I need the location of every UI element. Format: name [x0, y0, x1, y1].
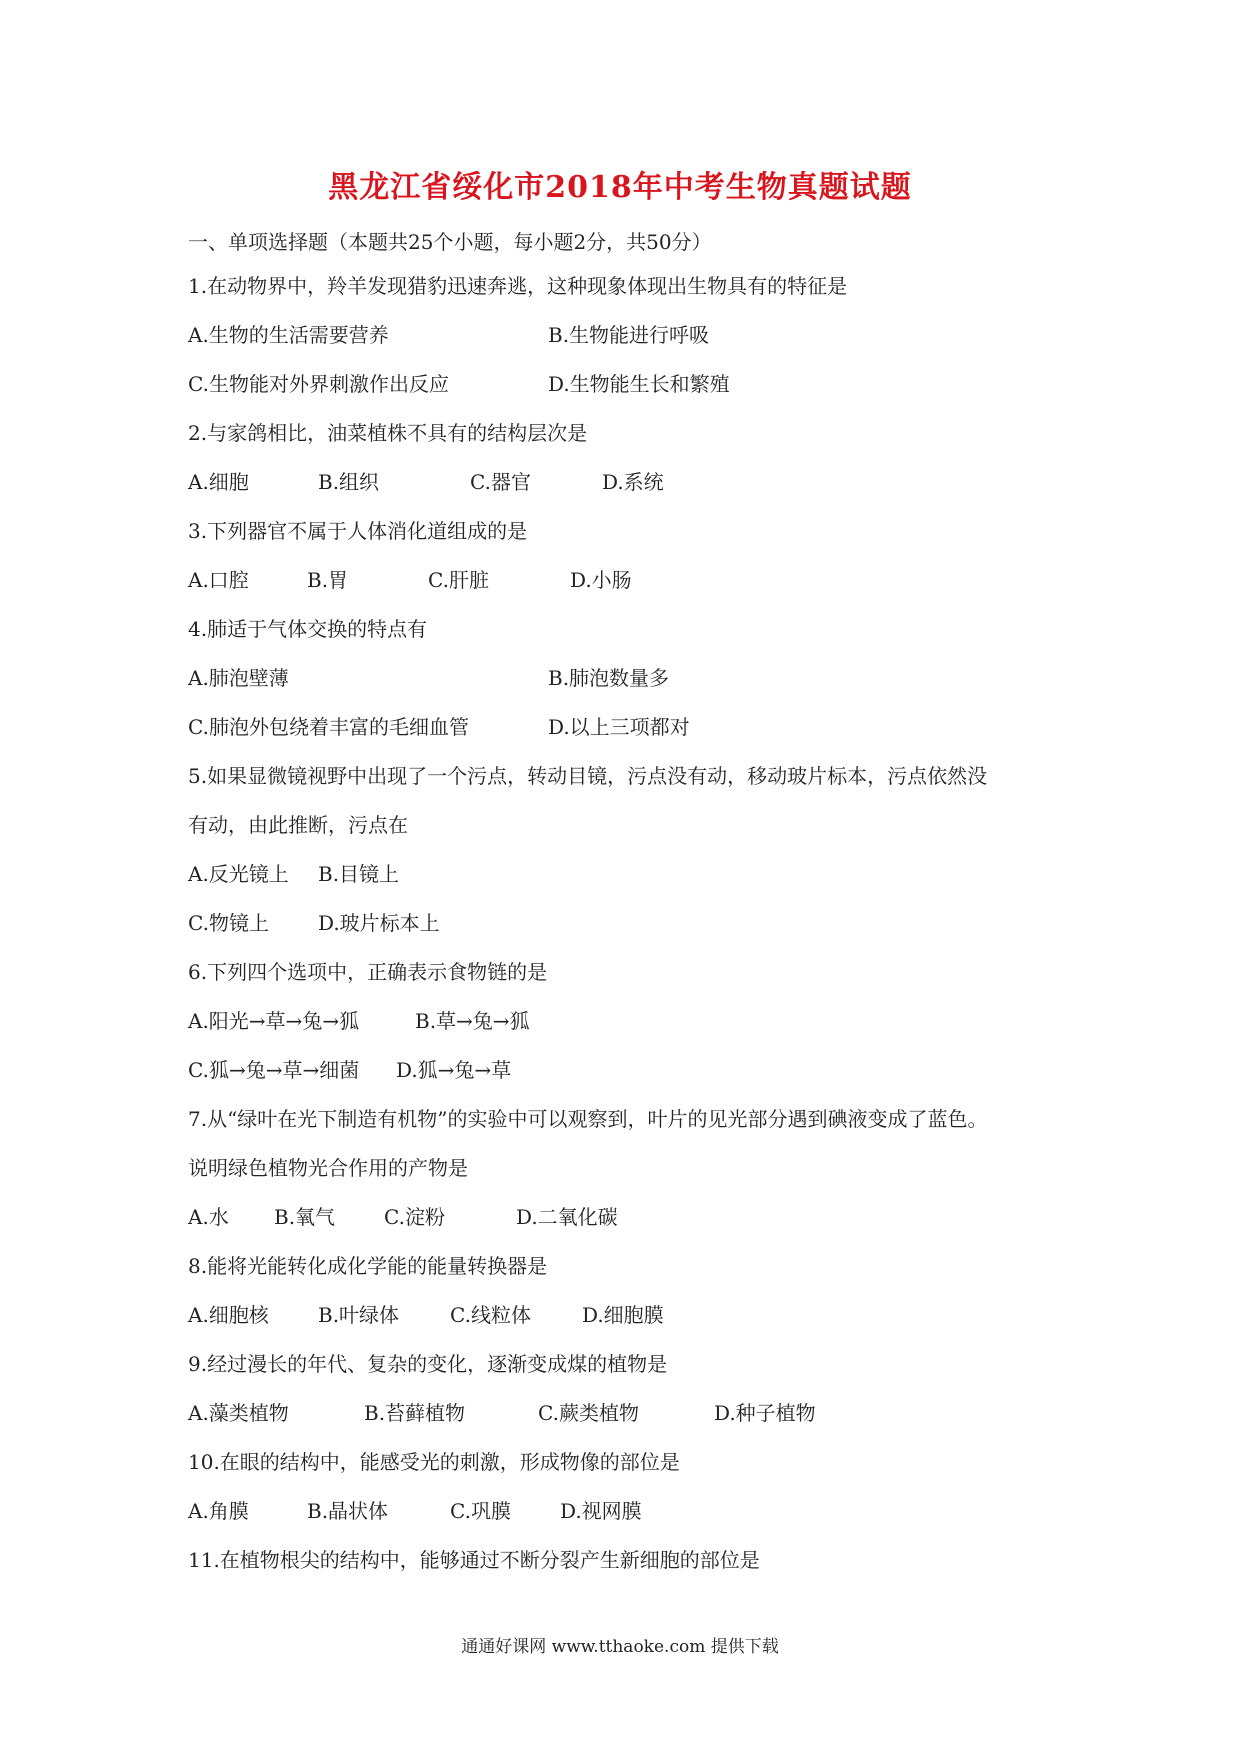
q1-option-c: C.生物能对外界刺激作出反应	[188, 372, 449, 396]
q2-option-a: A.细胞	[188, 470, 249, 494]
q8-option-d: D.细胞膜	[582, 1303, 664, 1327]
q9-option-d: D.种子植物	[714, 1401, 816, 1425]
q4-option-b: B.肺泡数量多	[548, 666, 670, 690]
question-5-stem-cont: 有动，由此推断，污点在	[188, 813, 408, 837]
question-2-stem: 2.与家鸽相比，油菜植株不具有的结构层次是	[188, 421, 588, 445]
q9-option-a: A.藻类植物	[188, 1401, 289, 1425]
q2-option-b: B.组织	[318, 470, 380, 494]
q6-option-d: D.狐→兔→草	[396, 1058, 512, 1082]
q3-option-c: C.肝脏	[428, 568, 489, 592]
q1-option-b: B.生物能进行呼吸	[548, 323, 710, 347]
question-5-stem: 5.如果显微镜视野中出现了一个污点，转动目镜，污点没有动，移动玻片标本，污点依然没	[188, 764, 988, 788]
q8-option-b: B.叶绿体	[318, 1303, 400, 1327]
question-7-stem-cont: 说明绿色植物光合作用的产物是	[188, 1156, 468, 1180]
page-footer: 通通好课网 www.tthaoke.com 提供下载	[461, 1637, 779, 1657]
q9-option-c: C.蕨类植物	[538, 1401, 639, 1425]
q5-option-b: B.目镜上	[318, 862, 400, 886]
q10-option-a: A.角膜	[188, 1499, 249, 1523]
q7-option-a: A.水	[188, 1205, 229, 1229]
question-1-stem: 1.在动物界中，羚羊发现猎豹迅速奔逃，这种现象体现出生物具有的特征是	[188, 274, 848, 298]
document-title: 黑龙江省绥化市2018年中考生物真题试题	[328, 170, 912, 205]
question-3-stem: 3.下列器官不属于人体消化道组成的是	[188, 519, 528, 543]
q3-option-d: D.小肠	[570, 568, 632, 592]
q10-option-d: D.视网膜	[560, 1499, 642, 1523]
question-7-stem: 7.从“绿叶在光下制造有机物”的实验中可以观察到，叶片的见光部分遇到碘液变成了蓝色。	[188, 1107, 988, 1131]
q5-option-c: C.物镜上	[188, 911, 269, 935]
q4-option-a: A.肺泡壁薄	[188, 666, 289, 690]
q5-option-d: D.玻片标本上	[318, 911, 440, 935]
q6-option-a: A.阳光→草→兔→狐	[188, 1009, 360, 1033]
q6-option-b: B.草→兔→狐	[415, 1009, 530, 1033]
question-4-stem: 4.肺适于气体交换的特点有	[188, 617, 428, 641]
q3-option-a: A.口腔	[188, 568, 249, 592]
question-9-stem: 9.经过漫长的年代、复杂的变化，逐渐变成煤的植物是	[188, 1352, 668, 1376]
q1-option-a: A.生物的生活需要营养	[188, 323, 389, 347]
q5-option-a: A.反光镜上	[188, 862, 289, 886]
q9-option-b: B.苔藓植物	[364, 1401, 466, 1425]
q4-option-c: C.肺泡外包绕着丰富的毛细血管	[188, 715, 469, 739]
q2-option-d: D.系统	[602, 470, 664, 494]
q6-option-c: C.狐→兔→草→细菌	[188, 1058, 360, 1082]
q7-option-c: C.淀粉	[384, 1205, 445, 1229]
question-11-stem: 11.在植物根尖的结构中，能够通过不断分裂产生新细胞的部位是	[188, 1548, 760, 1572]
q3-option-b: B.胃	[307, 568, 349, 592]
q10-option-b: B.晶状体	[307, 1499, 389, 1523]
question-10-stem: 10.在眼的结构中，能感受光的刺激，形成物像的部位是	[188, 1450, 680, 1474]
q1-option-d: D.生物能生长和繁殖	[548, 372, 730, 396]
question-6-stem: 6.下列四个选项中，正确表示食物链的是	[188, 960, 548, 984]
section-header: 一、单项选择题（本题共25个小题，每小题2分，共50分）	[188, 230, 712, 254]
q10-option-c: C.巩膜	[450, 1499, 511, 1523]
q8-option-c: C.线粒体	[450, 1303, 531, 1327]
q7-option-b: B.氧气	[274, 1205, 336, 1229]
q7-option-d: D.二氧化碳	[516, 1205, 618, 1229]
question-8-stem: 8.能将光能转化成化学能的能量转换器是	[188, 1254, 548, 1278]
q4-option-d: D.以上三项都对	[548, 715, 690, 739]
q2-option-c: C.器官	[470, 470, 531, 494]
q8-option-a: A.细胞核	[188, 1303, 269, 1327]
